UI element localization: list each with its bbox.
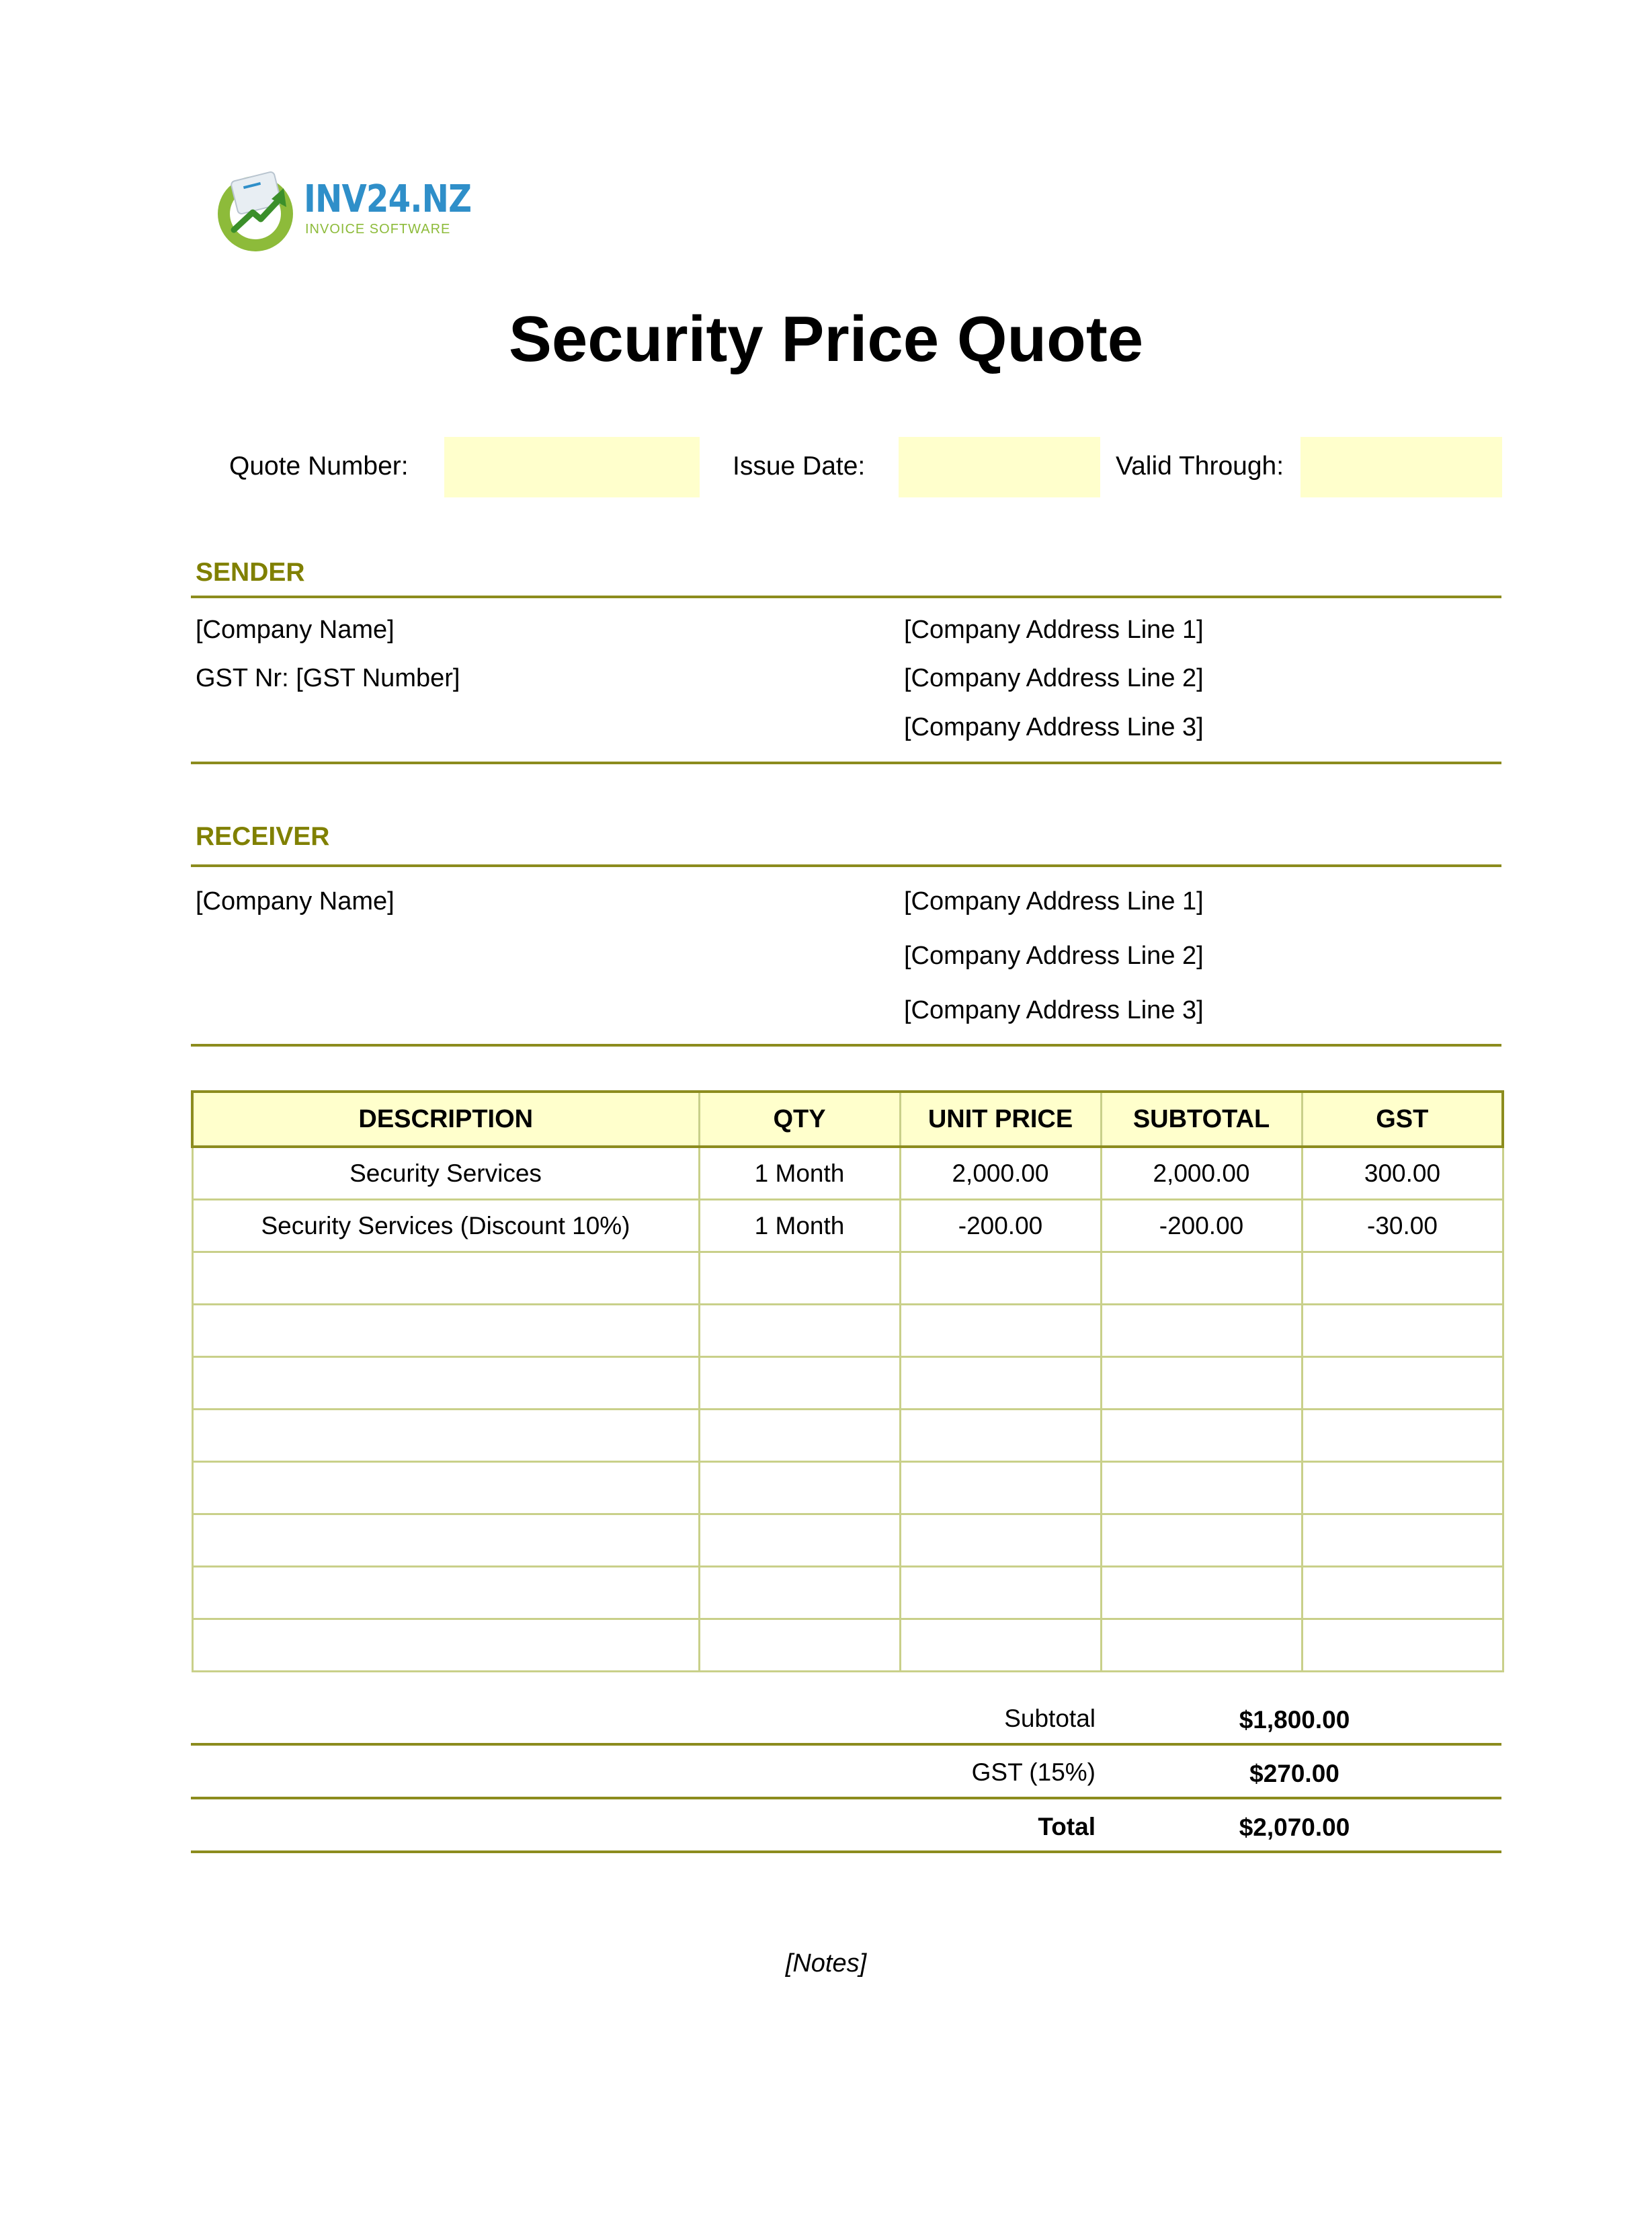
gst-total-label: GST (15%): [971, 1758, 1096, 1786]
table-header-row: [192, 1092, 1503, 1147]
cell-gst[interactable]: 300.00: [1302, 1147, 1503, 1200]
header-qty: QTY: [699, 1092, 900, 1147]
cell-qty[interactable]: [699, 1410, 900, 1462]
logo-brand-text: INV24.NZ: [304, 177, 472, 221]
cell-description[interactable]: Security Services: [192, 1147, 699, 1200]
grand-total-label: Total: [1038, 1813, 1096, 1840]
cell-gst[interactable]: [1302, 1567, 1503, 1619]
notes-text: [Notes]: [785, 1949, 867, 1978]
receiver-address-line-2: [Company Address Line 2]: [904, 942, 1204, 970]
cell-unit-price[interactable]: -200.00: [900, 1200, 1101, 1252]
table-row: [192, 1147, 1503, 1200]
cell-subtotal[interactable]: [1101, 1567, 1302, 1619]
receiver-heading: RECEIVER: [196, 822, 330, 851]
quote-number-label: Quote Number:: [229, 452, 409, 481]
divider: [191, 1797, 1501, 1799]
cell-description[interactable]: [192, 1462, 699, 1514]
cell-qty[interactable]: [699, 1305, 900, 1357]
cell-unit-price[interactable]: [900, 1514, 1101, 1567]
divider: [191, 1044, 1501, 1047]
cell-unit-price[interactable]: [900, 1252, 1101, 1305]
cell-unit-price[interactable]: [900, 1567, 1101, 1619]
page-title: Security Price Quote: [508, 303, 1144, 375]
cell-gst[interactable]: [1302, 1357, 1503, 1410]
grand-total-value: $2,070.00: [1239, 1814, 1350, 1841]
issue-date-field[interactable]: [899, 437, 1100, 497]
receiver-address-line-1: [Company Address Line 1]: [904, 887, 1204, 915]
cell-gst[interactable]: [1302, 1410, 1503, 1462]
quote-number-field[interactable]: [444, 437, 700, 497]
cell-unit-price[interactable]: [900, 1462, 1101, 1514]
cell-gst[interactable]: [1302, 1619, 1503, 1672]
table-row: [192, 1567, 1503, 1619]
sender-address-line-2: [Company Address Line 2]: [904, 664, 1204, 692]
cell-subtotal[interactable]: [1101, 1410, 1302, 1462]
logo-tagline: INVOICE SOFTWARE: [305, 222, 451, 237]
cell-unit-price[interactable]: [900, 1305, 1101, 1357]
cell-subtotal[interactable]: -200.00: [1101, 1200, 1302, 1252]
cell-subtotal[interactable]: [1101, 1252, 1302, 1305]
cell-qty[interactable]: [699, 1462, 900, 1514]
cell-description[interactable]: [192, 1567, 699, 1619]
company-logo: [214, 168, 472, 255]
cell-description[interactable]: [192, 1357, 699, 1410]
cell-subtotal[interactable]: 2,000.00: [1101, 1147, 1302, 1200]
cell-unit-price[interactable]: [900, 1410, 1101, 1462]
sender-address-line-3: [Company Address Line 3]: [904, 713, 1204, 741]
cell-subtotal[interactable]: [1101, 1357, 1302, 1410]
divider: [191, 1743, 1501, 1746]
divider: [191, 1850, 1501, 1853]
gst-total-value: $270.00: [1249, 1760, 1339, 1787]
sender-address-line-1: [Company Address Line 1]: [904, 616, 1204, 644]
issue-date-label: Issue Date:: [733, 452, 866, 481]
cell-gst[interactable]: [1302, 1514, 1503, 1567]
table-row: [192, 1200, 1503, 1252]
divider: [191, 864, 1501, 867]
cell-qty[interactable]: [699, 1514, 900, 1567]
cell-description[interactable]: [192, 1619, 699, 1672]
cell-qty[interactable]: [699, 1567, 900, 1619]
table-row: [192, 1462, 1503, 1514]
table-row: [192, 1619, 1503, 1672]
header-subtotal: SUBTOTAL: [1101, 1092, 1302, 1147]
cell-gst[interactable]: [1302, 1305, 1503, 1357]
subtotal-label: Subtotal: [1004, 1705, 1096, 1732]
cell-subtotal[interactable]: [1101, 1462, 1302, 1514]
cell-description[interactable]: [192, 1252, 699, 1305]
subtotal-value: $1,800.00: [1239, 1706, 1350, 1734]
line-items-table: [191, 1090, 1504, 1672]
divider: [191, 762, 1501, 764]
header-gst: GST: [1302, 1092, 1503, 1147]
cell-unit-price[interactable]: 2,000.00: [900, 1147, 1101, 1200]
cell-unit-price[interactable]: [900, 1619, 1101, 1672]
valid-through-field[interactable]: [1300, 437, 1502, 497]
cell-qty[interactable]: [699, 1252, 900, 1305]
cell-description[interactable]: Security Services (Discount 10%): [192, 1200, 699, 1252]
sender-gst-number: GST Nr: [GST Number]: [196, 664, 460, 692]
table-row: [192, 1305, 1503, 1357]
header-description: DESCRIPTION: [192, 1092, 699, 1147]
table-row: [192, 1410, 1503, 1462]
cell-subtotal[interactable]: [1101, 1305, 1302, 1357]
cell-qty[interactable]: 1 Month: [699, 1200, 900, 1252]
logo-badge-icon: [214, 168, 301, 255]
cell-gst[interactable]: [1302, 1462, 1503, 1514]
sender-heading: SENDER: [196, 558, 305, 587]
cell-description[interactable]: [192, 1514, 699, 1567]
cell-description[interactable]: [192, 1305, 699, 1357]
table-row: [192, 1514, 1503, 1567]
valid-through-label: Valid Through:: [1116, 452, 1284, 481]
divider: [191, 596, 1501, 598]
cell-gst[interactable]: -30.00: [1302, 1200, 1503, 1252]
cell-subtotal[interactable]: [1101, 1514, 1302, 1567]
receiver-address-line-3: [Company Address Line 3]: [904, 996, 1204, 1024]
cell-description[interactable]: [192, 1410, 699, 1462]
cell-qty[interactable]: [699, 1619, 900, 1672]
table-row: [192, 1357, 1503, 1410]
cell-gst[interactable]: [1302, 1252, 1503, 1305]
cell-unit-price[interactable]: [900, 1357, 1101, 1410]
header-unit-price: UNIT PRICE: [900, 1092, 1101, 1147]
cell-qty[interactable]: [699, 1357, 900, 1410]
table-row: [192, 1252, 1503, 1305]
cell-qty[interactable]: 1 Month: [699, 1147, 900, 1200]
receiver-company-name: [Company Name]: [196, 887, 395, 915]
cell-subtotal[interactable]: [1101, 1619, 1302, 1672]
sender-company-name: [Company Name]: [196, 616, 395, 644]
